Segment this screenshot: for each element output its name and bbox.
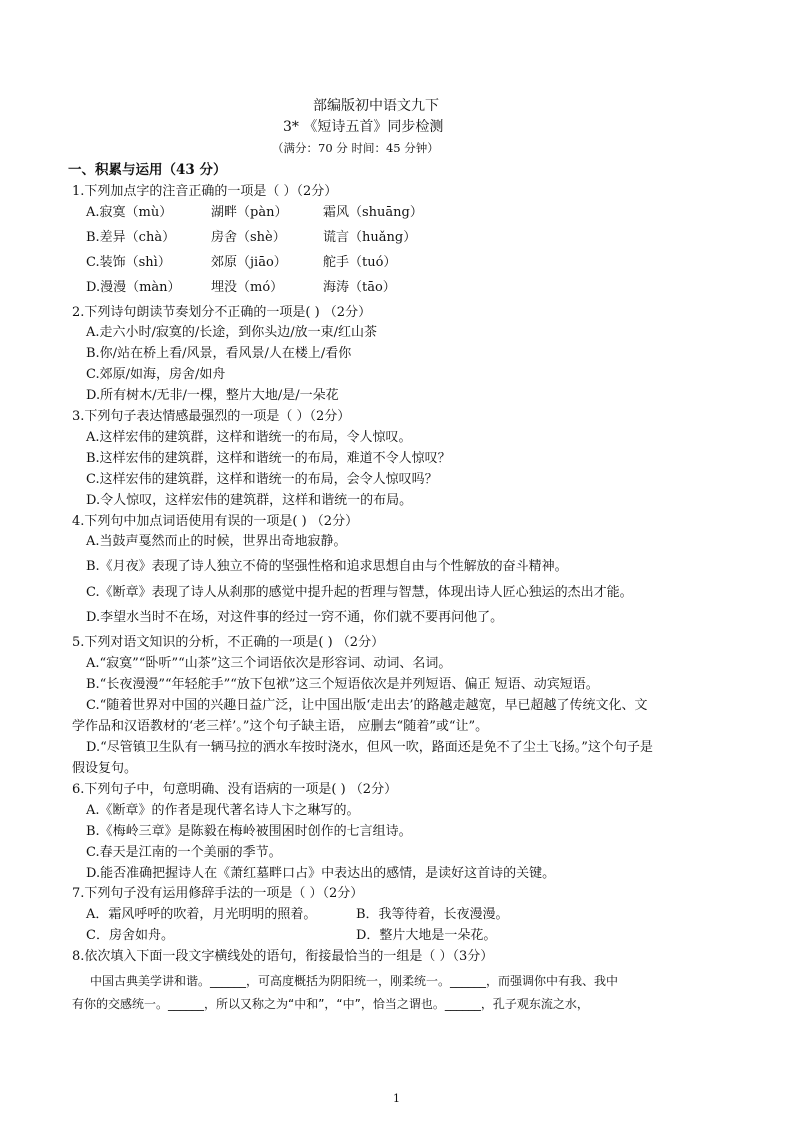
q5-option-c-line1: C.“随着世界对中国的兴趣日益广泛，让中国出版‘走出去’的路越走越宽，早已超越了传统文化、文 [86,698,648,713]
q8-passage-line2: 有你的交感统一。______，所以又称之为“中和”，“中”，恰当之谓也。______，孔子观东流之水， [72,997,589,1011]
q3-option-d: D.令人惊叹，这样宏伟的建筑群，这样和谐统一的布局。 [86,493,413,508]
q7-option-b: B．我等待着，长夜漫漫。 [356,907,509,922]
document-title: 部编版初中语文九下 [313,98,439,114]
q6-option-a: A.《断章》的作者是现代著名诗人卞之琳写的。 [86,803,360,818]
page-number: 1 [393,1092,400,1105]
q1-option-b3: 谎言（huǎng） [323,230,417,245]
q5-option-a: A.“寂寞”“卧听”“山茶”这三个词语依次是形容词、动词、名词。 [86,656,452,671]
q3-option-c: C.这样宏伟的建筑群，这样和谐统一的布局，会令人惊叹吗？ [86,472,438,487]
q1-option-d1: D.漫漫（màn） [86,280,181,295]
q7-option-d: D．整片大地是一朵花。 [356,928,497,943]
q1-option-b2: 房舍（shè） [211,230,286,245]
q1-option-b1: B.差异（chà） [86,230,176,245]
question-4-stem: 4.下列句中加点词语使用有误的一项是( ) （2分） [72,514,359,529]
question-3-stem: 3.下列句子表达情感最强烈的一项是（ ）（2分） [72,409,351,424]
question-2-stem: 2.下列诗句朗读节奏划分不正确的一项是( ) （2分） [72,305,372,320]
q3-option-a: A.这样宏伟的建筑群，这样和谐统一的布局，令人惊叹。 [86,430,412,445]
question-5-stem: 5.下列对语文知识的分析，不正确的一项是( ) （2分） [72,635,385,650]
q7-option-c: C．房舍如舟。 [86,928,174,943]
q5-option-c-line2: 学作品和汉语教材的‘老三样’。”这个句子缺主语， 应删去“随着”或“让”。 [72,719,489,734]
q2-option-d: D.所有树木/无非/一棵，整片大地/是/一朵花 [86,388,339,403]
q3-option-b: B.这样宏伟的建筑群，这样和谐统一的布局，难道不令人惊叹？ [86,451,451,466]
question-6-stem: 6.下列句子中，句意明确、没有语病的一项是( ) （2分） [72,782,398,797]
section-title: 一、积累与运用（43 分） [68,162,227,178]
q1-option-a2: 湖畔（pàn） [211,205,288,220]
q1-option-d2: 埋没（mó） [211,280,284,295]
q5-option-d-line2: 假设复句。 [72,761,138,776]
q4-option-b: B.《月夜》表现了诗人独立不倚的坚强性格和追求思想自由与个性解放的奋斗精神。 [86,559,568,574]
document-subtitle: 3* 《短诗五首》同步检测 [283,119,444,135]
q2-option-b: B.你/站在桥上看/风景，看风景/人在楼上/看你 [86,346,352,361]
document-meta: （满分：70 分 时间：45 分钟） [272,141,439,155]
question-7-stem: 7.下列句子没有运用修辞手法的一项是（ ）（2分） [72,886,364,901]
q1-option-d3: 海涛（tāo） [323,280,396,295]
q2-option-a: A.走六小时/寂寞的/长途，到你头边/放一束/红山茶 [86,325,378,340]
q1-option-c2: 郊原（jiāo） [211,255,287,270]
question-1-stem: 1.下列加点字的注音正确的一项是（ ）（2分） [72,184,338,199]
q1-option-c1: C.装饰（shì） [86,255,171,270]
q6-option-c: C.春天是江南的一个美丽的季节。 [86,845,282,860]
q8-passage-line1: 中国古典美学讲和谐。______，可高度概括为阴阳统一，刚柔统一。______，而强调你中有我、我中 [90,974,619,988]
q1-option-c3: 舵手（tuó） [323,255,397,270]
q5-option-b: B.“长夜漫漫”“年轻舵手”“放下包袱”这三个短语依次是并列短语、偏正 短语、动宾短语。 [86,677,599,692]
q2-option-c: C.郊原/如海，房舍/如舟 [86,367,226,382]
question-8-stem: 8.依次填入下面一段文字横线处的语句，衔接最恰当的一组是（ ）（3分） [72,949,494,964]
q7-option-a: A．霜风呼呼的吹着，月光明明的照着。 [86,907,317,922]
q1-option-a1: A.寂寞（mù） [86,205,173,220]
q4-option-d: D.李望水当时不在场，对这件事的经过一窍不通，你们就不要再问他了。 [86,610,504,625]
q4-option-a: A.当鼓声戛然而止的时候，世界出奇地寂静。 [86,534,347,549]
q6-option-b: B.《梅岭三章》是陈毅在梅岭被围困时创作的七言组诗。 [86,824,412,839]
q1-option-a3: 霜风（shuāng） [323,205,423,220]
q4-option-c: C.《断章》表现了诗人从刹那的感觉中提升起的哲理与智慧，体现出诗人匠心独运的杰出才能。 [86,585,633,600]
q6-option-d: D.能否准确把握诗人在《萧红墓畔口占》中表达出的感情，是读好这首诗的关键。 [86,866,556,881]
q5-option-d-line1: D.“尽管镇卫生队有一辆马拉的洒水车按时浇水，但风一吹，路面还是免不了尘土飞扬。”这个句子是 [86,740,653,755]
